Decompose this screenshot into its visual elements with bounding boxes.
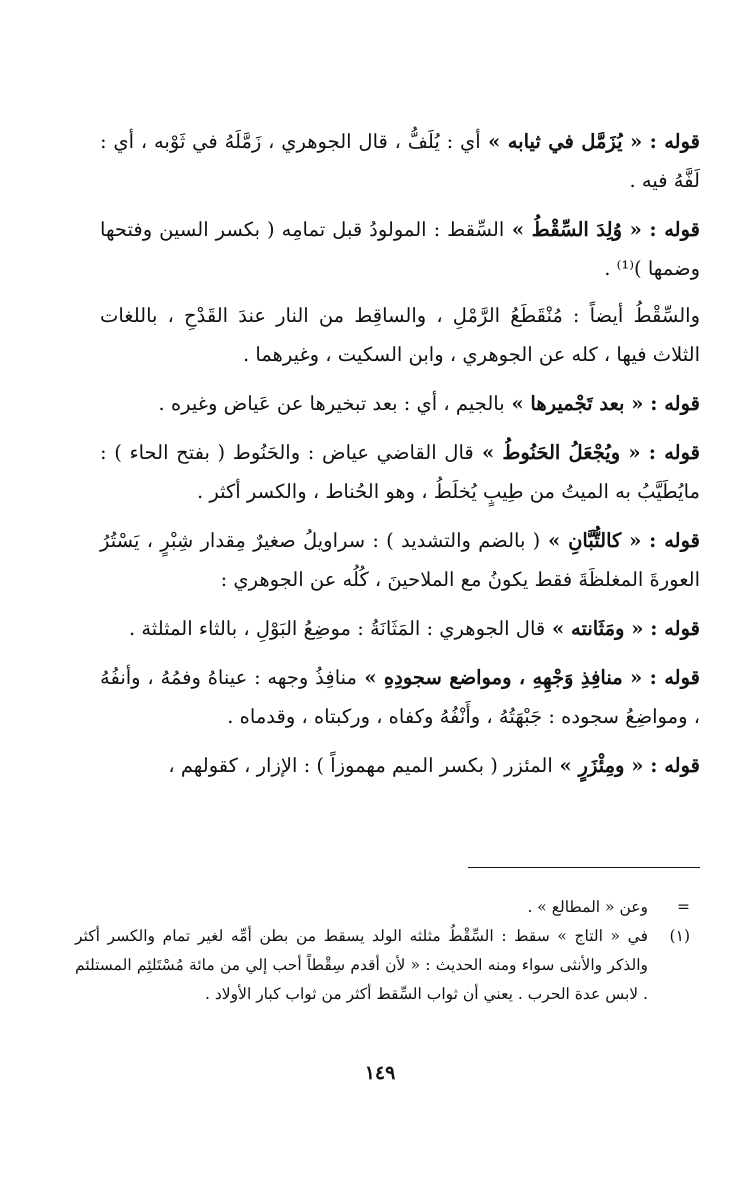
footnote-text: في « التاج » سقط : السِّقْطُ مثلثه الولد يسقط من بطن أمِّه لغير تمام والكسر أكثر والذكر والأنثى سواء ومنه الحديث : « لأن أقدم سِقْطاً أحب إلي من مائة مُسْتَلئِم المستلئم . لابس عدة الحرب . يعني أن ثواب السِّقط أكثر من ثواب كبار الأولاد . (75, 927, 648, 1003)
paragraph (100, 122, 700, 200)
paragraph-text: قال القاضي عياض : والحَنُوط ( بفتح الحاء ) : مايُطَيَّبُ به الميتُ من طِيبٍ يُخلَطُ ، وهو الحُناط ، والكسر أكثر . (100, 441, 700, 503)
paragraph (100, 658, 700, 736)
paragraph (100, 609, 700, 648)
paragraph-text: أي : يُلَفُّ ، قال الجوهري ، زَمَّلَهُ في ثَوْبه ، أي : لَفَّهُ فيه . (100, 130, 700, 192)
paragraph (100, 210, 700, 288)
footnote-marker: = (677, 898, 690, 916)
quote-lead: قوله : « بعد تَجْميرها » (504, 392, 700, 415)
quote-lead: قوله : « وُلِدَ السِّقْطُ » (504, 218, 700, 241)
quote-lead: قوله : « يُزَمَّل في ثيابه » (480, 130, 700, 153)
main-text (100, 122, 700, 795)
footnote (75, 893, 690, 922)
paragraph-text: بالجيم ، أي : بعد تبخيرها عن عَياض وغيره . (158, 392, 505, 415)
quote-lead: قوله : « ومِئْزَرٍ » (552, 754, 700, 777)
paragraph-text: ( بالضم والتشديد ) : سراويلُ صغيرٌ مِقدار شِبْرٍ ، يَسْتُرُ العورةَ المغلظَةَ فقط يكونُ مع الملاحينَ ، كُلُه عن الجوهري : (100, 529, 700, 591)
paragraph-text: المئزر ( بكسر الميم مهموزاً ) : الإزار ، كقولهم ، (168, 754, 553, 777)
paragraph (100, 746, 700, 785)
paragraph-text: السِّقط : المولودُ قبل تمامِه ( بكسر السين وفتحها وضمها )⁽¹⁾ . (100, 218, 700, 280)
quote-lead: قوله : « كالتُّبَّانِ » (540, 529, 700, 552)
footnote-marker: (١) (669, 927, 690, 945)
paragraph-text: منافِذُ وجهه : عيناهُ وفمُهُ ، وأنفُهُ ، ومواضِعُ سجوده : جَبْهَتُهُ ، وأَنْفُهُ وكفاه ، وركبتاه ، وقدماه . (100, 666, 700, 728)
paragraph (100, 521, 700, 599)
footnote-divider (468, 867, 700, 868)
quote-lead: قوله : « ويُجْعَلُ الحَنُوطُ » (473, 441, 700, 464)
footnote (75, 922, 690, 1009)
paragraph-text: قال الجوهري : المَثَانَةُ : موضِعُ البَوْلِ ، بالثاء المثلثة . (128, 617, 546, 640)
paragraph (100, 296, 700, 374)
quote-lead: قوله : « منافِذِ وَجْهِهِ ، ومواضع سجودِهِ » (356, 666, 700, 689)
quote-lead: قوله : « ومَثَانته » (545, 617, 700, 640)
paragraph (100, 384, 700, 423)
footnote-text: وعن « المطالع » . (527, 898, 648, 916)
paragraph (100, 433, 700, 511)
page-number: ١٤٩ (364, 1062, 396, 1084)
paragraph-text: والسِّقْطُ أيضاً : مُنْقَطَعُ الرَّمْلِ ، والساقِط من النار عندَ القَدْحِ ، باللغات الثلاث فيها ، كله عن الجوهري ، وابن السكيت ، وغيرهما . (100, 304, 700, 366)
footnotes (75, 893, 690, 1009)
